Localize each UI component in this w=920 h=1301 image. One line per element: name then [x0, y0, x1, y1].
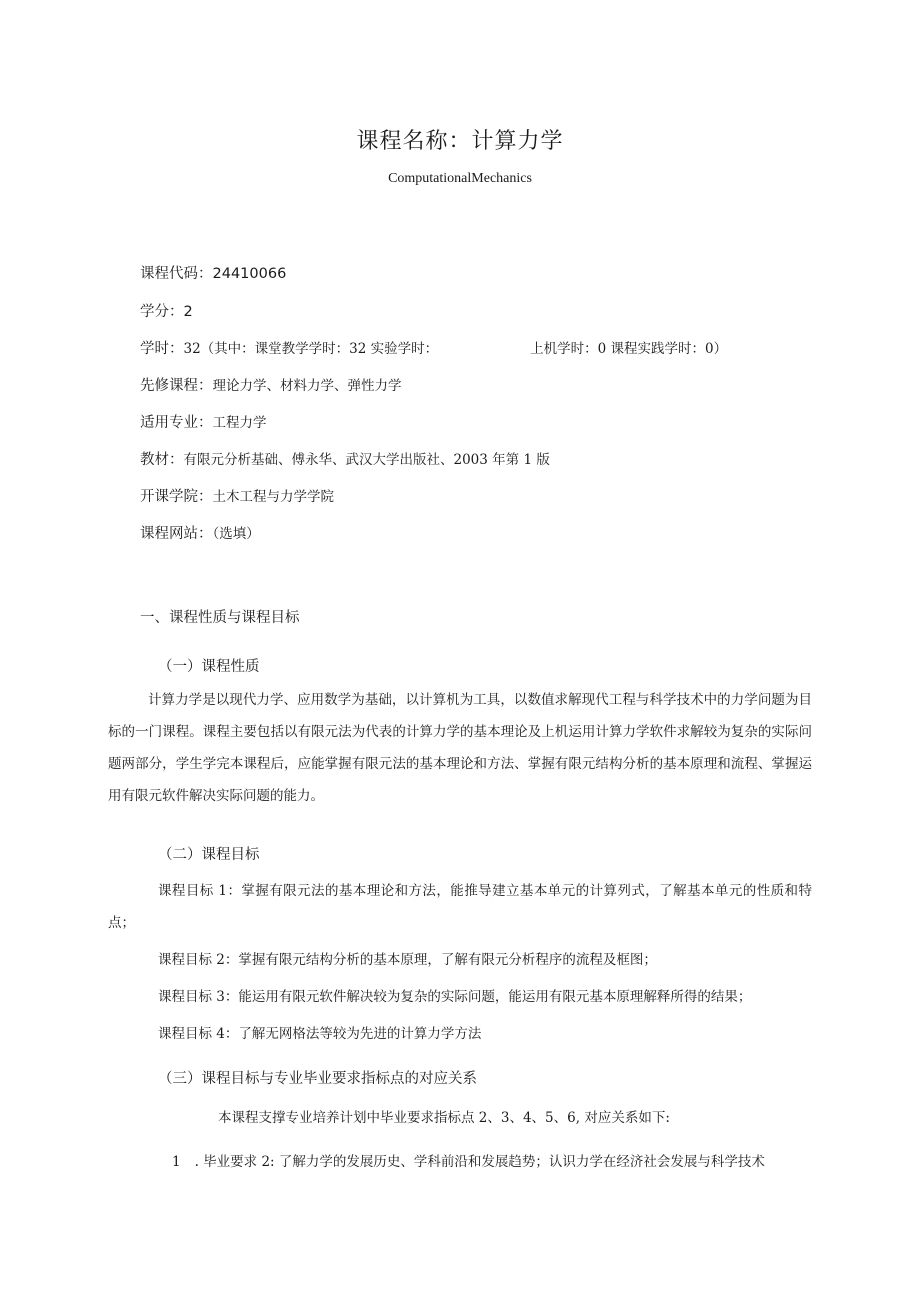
meta-website: [140, 522, 260, 543]
meta-label: 教材：: [140, 452, 184, 468]
meta-value: 上机学时：0 课程实践学时：0）: [530, 341, 728, 357]
goal-item-4: 课程目标 4：了解无网格法等较为先进的计算力学方法: [158, 1026, 482, 1042]
subsection-heading-nature: （一）课程性质: [158, 659, 260, 675]
meta-prerequisites: [140, 374, 402, 395]
course-nature-paragraph: 计算力学是以现代力学、应用数学为基础，以计算机为工具，以数值求解现代工程与科学技术中的力学问题为目标的一门课程。课程主要包括以有限元法为代表的计算力学的基本理论及上机运用计算力学软件求解较为复杂的实际问题两部分，学生学完本课程后，应能掌握有限元法的基本理论和方法、掌握有限元结构分析的基本原理和流程、掌握运用有限元软件解决实际问题的能力。: [108, 692, 812, 804]
meta-hours: [140, 337, 727, 358]
meta-major: [140, 411, 267, 432]
meta-value: 理论力学、材料力学、弹性力学: [212, 378, 402, 394]
list-number: 1: [172, 1154, 181, 1170]
meta-label: 学分：: [140, 304, 184, 320]
subsection-heading-mapping: （三）课程目标与专业毕业要求指标点的对应关系: [158, 1071, 477, 1087]
meta-value: 2: [183, 304, 193, 320]
mapping-intro: 本课程支撑专业培养计划中毕业要求指标点 2、3、4、5、6, 对应关系如下:: [218, 1110, 670, 1126]
meta-textbook: [140, 448, 550, 469]
meta-label: 先修课程：: [140, 378, 213, 394]
meta-value: 土木工程与力学学院: [212, 489, 334, 505]
meta-credit: [140, 300, 193, 321]
meta-college: [140, 485, 334, 506]
meta-label: 课程代码：: [140, 266, 213, 282]
goal-item-1: 课程目标 1：掌握有限元法的基本理论和方法，能推导建立基本单元的计算列式，了解基本单元的性质和特点；: [108, 883, 812, 931]
subsection-heading-goals: （二）课程目标: [158, 847, 260, 863]
meta-value: 32（其中：课堂教学学时：32 实验学时：: [183, 341, 439, 357]
meta-label: 课程网站：: [140, 526, 213, 542]
section-heading: 一、课程性质与课程目标: [140, 610, 300, 626]
meta-label: 学时：: [140, 341, 184, 357]
meta-value: 24410066: [212, 266, 287, 282]
goal-item-2: 课程目标 2：掌握有限元结构分析的基本原理，了解有限元分析程序的流程及框图；: [158, 952, 657, 968]
goal-item-3: 课程目标 3：能运用有限元软件解决较为复杂的实际问题，能运用有限元基本原理解释所得的结果；: [158, 989, 752, 1005]
mapping-item-1: [172, 1150, 765, 1170]
meta-value: （选填）: [212, 526, 260, 542]
list-text: . 毕业要求 2: 了解力学的发展历史、学科前沿和发展趋势；认识力学在经济社会发展与科学技术: [194, 1154, 765, 1170]
course-title: 课程名称：计算力学: [356, 129, 564, 154]
meta-label: 开课学院：: [140, 489, 213, 505]
meta-value: 工程力学: [212, 415, 267, 431]
meta-label: 适用专业：: [140, 415, 213, 431]
course-english-title: ComputationalMechanics: [388, 171, 532, 186]
meta-value: 有限元分析基础、傅永华、武汉大学出版社、2003 年第 1 版: [183, 452, 550, 468]
meta-course-code: [140, 262, 286, 283]
